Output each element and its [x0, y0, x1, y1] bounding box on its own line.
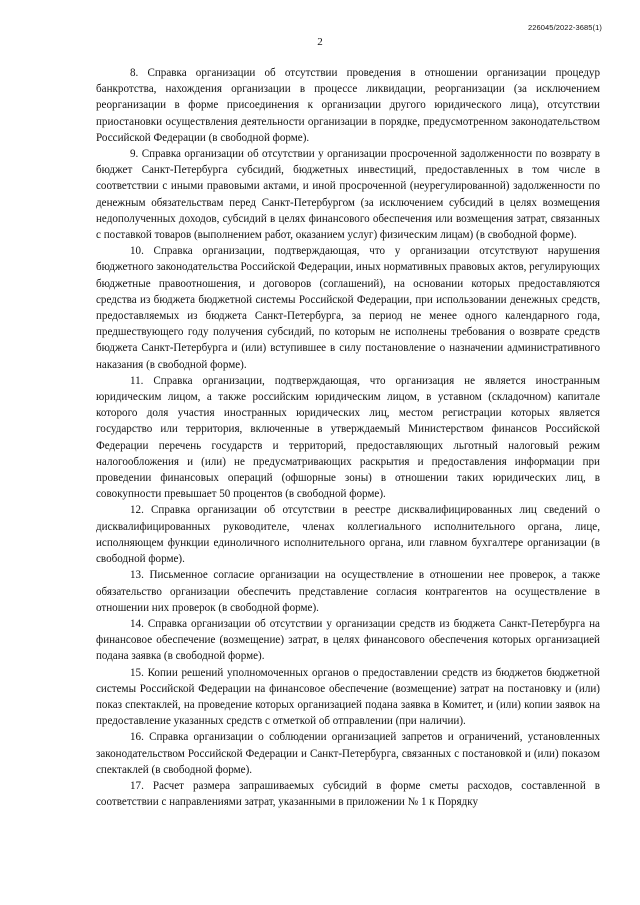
- paragraph-item-16: 16. Справка организации о соблюдении организацией запретов и ограничений, установленных законодательством Российской Федерации и Санкт-Петербурга, связанных с постановкой и (или) показом спектаклей (в свободной форме).: [96, 731, 600, 776]
- paragraph-item-14: 14. Справка организации об отсутствии у организации средств из бюджета Санкт-Петербурга на финансовое обеспечение (возмещение) затрат, в целях финансового обеспечения которых организацией подана заявка (в свободной форме).: [96, 617, 600, 663]
- page-number: 2: [317, 36, 323, 48]
- paragraph-item-8: 8. Справка организации об отсутствии проведения в отношении организации процедур банкротства, нахождения организации в процессе ликвидации, реорганизации (за исключением реорганизации в форме присоединения к организации другого юридического лица), отсутствии приостановки осуществления деятельности организации в порядке, предусмотренном законодательством Российской Федерации (в свободной форме).: [96, 67, 600, 144]
- paragraph-item-15: 15. Копии решений уполномоченных органов о предоставлении средств из бюджетов бюджетной системы Российской Федерации на финансовое обеспечение (возмещение) затрат на постановку и (или) показ спектаклей, на проведение которых организацией подана заявка в Комитет, и (или) копии заявок на предоставление указанных средств с отметкой об отправлении (при наличии).: [96, 666, 600, 728]
- paragraph-item-12: 12. Справка организации об отсутствии в реестре дисквалифицированных лиц сведений о дисквалифицированных руководителе, членах коллегиального исполнительного органа, лице, исполняющем функции единоличного исполнительного органа, или главном бухгалтере организации (в свободной форме).: [96, 504, 600, 566]
- paragraph-item-9: 9. Справка организации об отсутствии у организации просроченной задолженности по возврату в бюджет Санкт-Петербурга субсидий, бюджетных инвестиций, предоставленных в том числе в соответствии с иными правовыми актами, и иной просроченной (неурегулированной) задолженности по денежным обязательствам перед Санкт-Петербургом (за исключением субсидий в целях возмещения недополученных доходов, субсидий в целях финансового обеспечения или возмещения затрат, связанных с поставкой товаров (выполнением работ, оказанием услуг) физическим лицам) (в свободной форме).: [96, 148, 600, 242]
- document-body: [96, 65, 600, 810]
- paragraph-item-17: 17. Расчет размера запрашиваемых субсидий в форме сметы расходов, составленной в соответствии с направлениями затрат, указанными в приложении № 1 к Порядку: [96, 779, 600, 809]
- paragraph-item-13: 13. Письменное согласие организации на осуществление в отношении нее проверок, а также обязательство организации обеспечить представление согласия контрагентов на осуществление в отношении них проверок (в свободной форме).: [96, 569, 600, 614]
- paragraph-item-10: 10. Справка организации, подтверждающая, что у организации отсутствуют нарушения бюджетного законодательства Российской Федерации, иных нормативных правовых актов, регулирующих бюджетные правоотношения, и договоров (соглашений), на основании которых предоставляются средства из бюджета бюджетной системы Российской Федерации, при использовании денежных средств, предоставляемых из бюджета Санкт-Петербурга, за период не менее одного календарного года, предшествующего году получения субсидий, по которым не исполнены требования о возврате средств бюджета Санкт-Петербурга и (или) вступившее в силу постановление о назначении административного наказания (в свободной форме).: [96, 245, 600, 371]
- document-registration-number: 226045/2022-3685(1): [527, 23, 602, 32]
- paragraph-item-11: 11. Справка организации, подтверждающая, что организация не является иностранным юридическим лицом, а также российским юридическим лицом, в уставном (складочном) капитале которого доля участия иностранных юридических лиц, местом регистрации которых является государство или территория, включенные в утверждаемый Министерством финансов Российской Федерации перечень государств и территорий, предоставляющих льготный налоговый режим налогообложения и (или) не предусматривающих раскрытия и предоставления информации при проведении финансовых операций (офшорные зоны) в отношении таких юридических лиц, в совокупности превышает 50 процентов (в свободной форме).: [96, 374, 600, 501]
